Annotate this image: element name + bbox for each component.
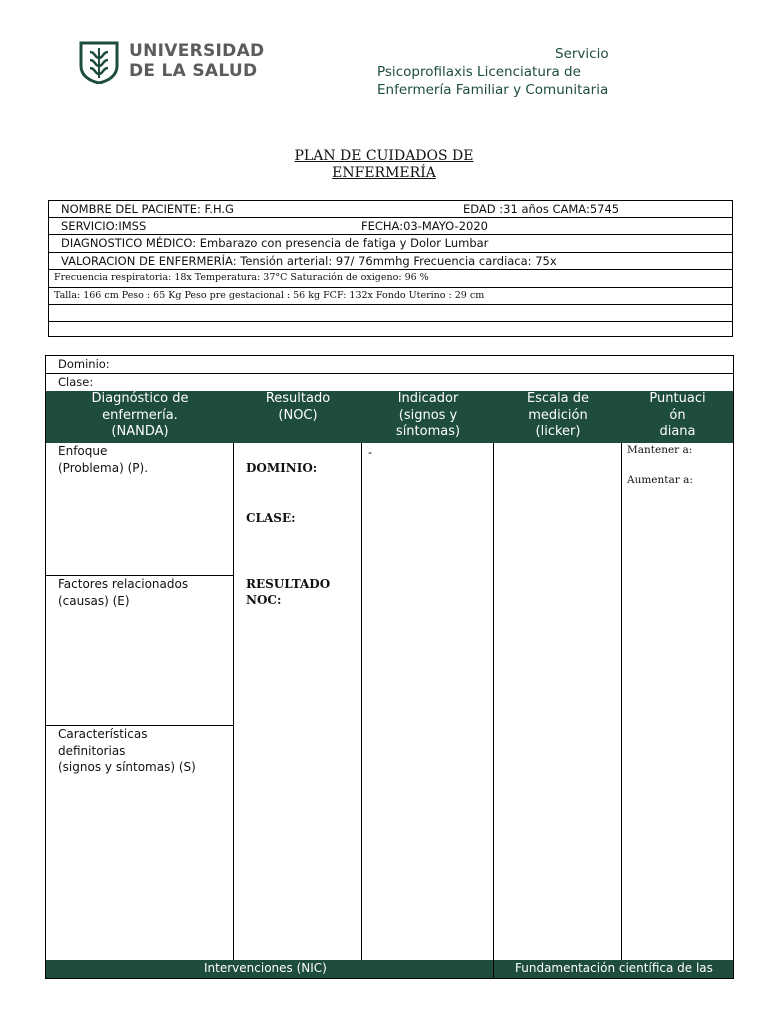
plan-header-band <box>46 391 733 443</box>
class-label: Clase: <box>58 375 94 389</box>
patient-info-box <box>48 200 733 337</box>
increase-label: Aumentar a: <box>627 474 693 486</box>
interventions-nic-label: Intervenciones (NIC) <box>204 961 327 975</box>
patient-row-vitals <box>49 270 732 288</box>
nursing-assessment: VALORACION DE ENFERMERÍA: Tensión arterial: 97/ 76mmhg Frecuencia cardiaca: 75x <box>61 254 557 268</box>
factors-label: Factores relacionados (causas) (E) <box>58 577 189 608</box>
vital-signs: Frecuencia respiratoria: 18x Temperatura: 37°C Saturación de oxigeno: 96 % <box>54 272 429 283</box>
maintain-label: Mantener a: <box>627 444 693 456</box>
plan-footer-band <box>46 960 733 978</box>
indicator-dash: - <box>368 445 373 459</box>
patient-name: NOMBRE DEL PACIENTE: F.H.G <box>61 202 234 216</box>
patient-date: FECHA:03-MAYO-2020 <box>361 219 488 233</box>
service-heading: Servicio <box>555 46 609 62</box>
header-score: Puntuaci ón diana <box>649 391 706 439</box>
noc-domain-label: DOMINIO: <box>246 461 318 475</box>
patient-row-assessment <box>49 253 732 270</box>
patient-row-empty2 <box>49 322 732 337</box>
body-measures: Talla: 166 cm Peso : 65 Kg Peso pre gestacional : 56 kg FCF: 132x Fondo Uterino : 29 cm <box>54 290 485 301</box>
university-logo <box>78 40 120 84</box>
patient-row-name <box>49 201 732 218</box>
patient-row-service <box>49 218 732 235</box>
header-result: Resultado (NOC) <box>265 391 331 423</box>
header-indicator: Indicador (signos y síntomas) <box>395 391 461 439</box>
medical-diagnosis: DIAGNOSTICO MÉDICO: Embarazo con presencia de fatiga y Dolor Lumbar <box>61 236 489 250</box>
patient-row-empty1 <box>49 305 732 322</box>
scientific-basis-label: Fundamentación científica de las <box>515 961 713 975</box>
care-plan-table <box>45 355 734 979</box>
patient-row-diagnosis <box>49 235 732 253</box>
header-scale: Escala de medición (licker) <box>526 391 590 439</box>
characteristics-label: Características definitorias (signos y síntomas) (S) <box>58 727 196 774</box>
noc-result-label: RESULTADO NOC: <box>246 577 331 607</box>
noc-class-label: CLASE: <box>246 511 296 525</box>
patient-age-bed: EDAD :31 años CAMA:5745 <box>463 202 620 216</box>
patient-service: SERVICIO:IMSS <box>61 219 147 233</box>
service-program-line2: Enfermería Familiar y Comunitaria <box>377 82 609 98</box>
service-program-line1: Psicoprofilaxis Licenciatura de <box>377 64 581 80</box>
document-title-line2: ENFERMERÍA <box>332 165 436 181</box>
logo-text-line1: UNIVERSIDAD <box>129 41 265 61</box>
patient-row-measures <box>49 288 732 305</box>
header-diagnosis: Diagnóstico de enfermería. (NANDA) <box>91 391 189 439</box>
document-title-line1: PLAN DE CUIDADOS DE <box>294 148 474 164</box>
focus-label: Enfoque (Problema) (P). <box>58 444 149 475</box>
logo-text-line2: DE LA SALUD <box>129 61 258 81</box>
domain-label: Dominio: <box>58 357 110 371</box>
